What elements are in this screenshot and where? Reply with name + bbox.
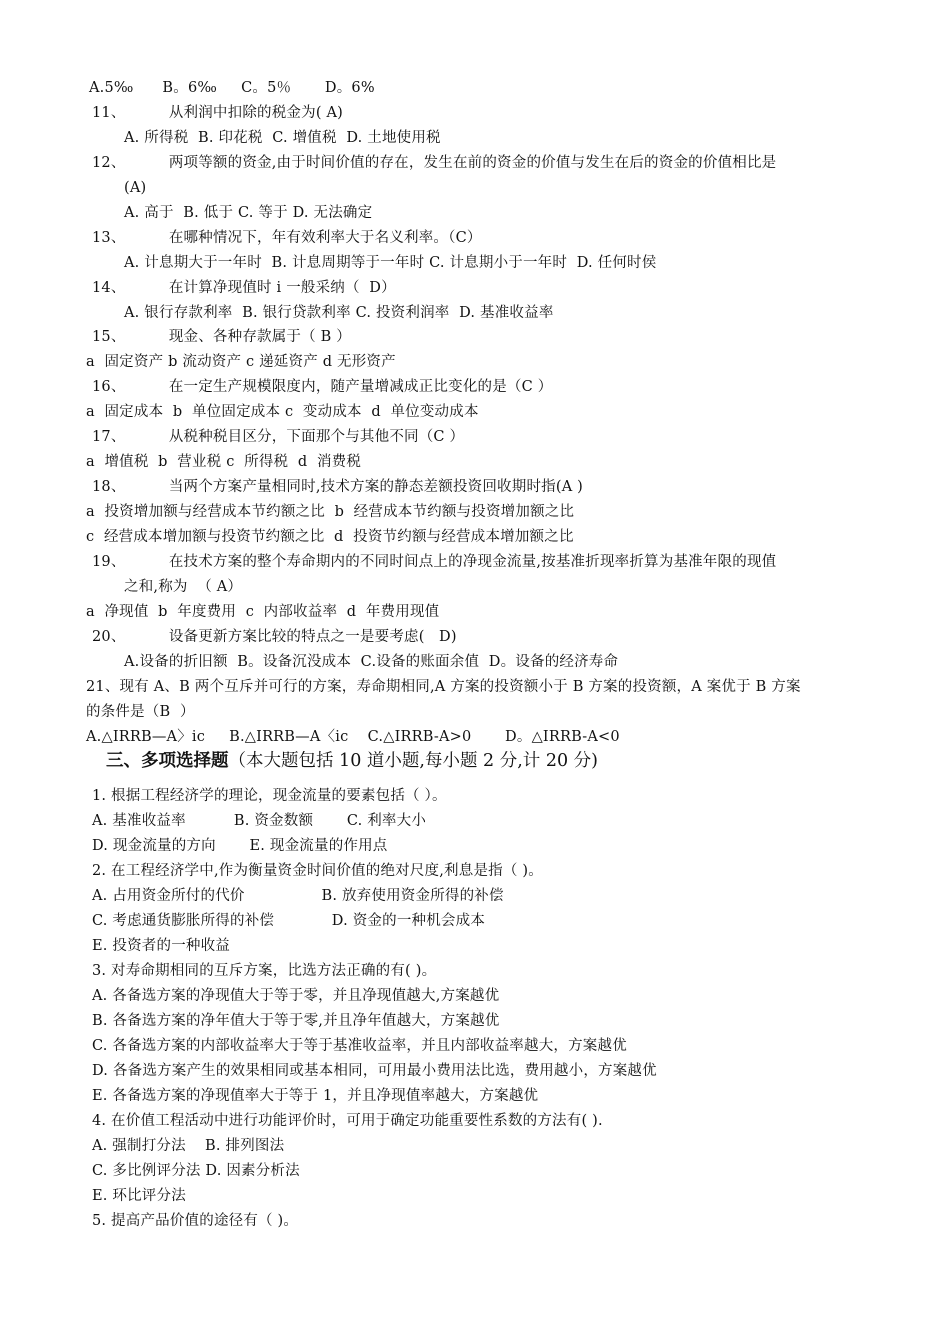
q14-options: A. 银行存款利率 B. 银行贷款利率 C. 投资利润率 D. 基准收益率	[124, 305, 554, 321]
section-note: （本大题包括 10 道小题,每小题 2 分,计 20 分)	[228, 751, 598, 771]
q11-stem: 11、 从利润中扣除的税金为( A)	[92, 105, 344, 121]
mq3-option-b: B. 各备选方案的净年值大于等于零,并且净年值越大，方案越优	[92, 1013, 500, 1029]
mq4-options-cd: C. 多比例评分法 D. 因素分析法	[92, 1163, 300, 1179]
q18-options-cd: c 经营成本增加额与投资节约额之比 d 投资节约额与经营成本增加额之比	[86, 529, 574, 545]
mq2-options-ab: A. 占用资金所付的代价 B. 放弃使用资金所得的补偿	[92, 888, 504, 904]
mq4-options-ab: A. 强制打分法 B. 排列图法	[92, 1138, 285, 1154]
mq5-stem: 5. 提高产品价值的途径有（ )。	[92, 1213, 299, 1229]
q18-options-ab: a 投资增加额与经营成本节约额之比 b 经营成本节约额与投资增加额之比	[86, 504, 575, 520]
q11-options: A. 所得税 B. 印花税 C. 增值税 D. 土地使用税	[124, 130, 441, 146]
mq1-stem: 1. 根据工程经济学的理论，现金流量的要素包括（ ）。	[92, 788, 447, 804]
mq1-options-abc: A. 基准收益率 B. 资金数额 C. 利率大小	[92, 813, 427, 829]
q21-options: A.△IRRB—A〉ic B.△IRRB—A〈ic C.△IRRB-A>0 D。△IRRB-A<0	[86, 729, 620, 745]
q19-stem: 19、 在技术方案的整个寿命期内的不同时间点上的净现金流量,按基准折现率折算为基准年限的现值	[92, 554, 777, 570]
q16-stem: 16、 在一定生产规模限度内，随产量增减成正比变化的是（C ）	[92, 379, 553, 395]
q17-stem: 17、 从税种税目区分，下面那个与其他不同（C ）	[92, 429, 465, 445]
q20-stem: 20、 设备更新方案比较的特点之一是要考虑( D)	[92, 629, 457, 645]
mq3-option-a: A. 各备选方案的净现值大于等于零，并且净现值越大,方案越优	[92, 988, 500, 1004]
q12-stem: 12、 两项等额的资金,由于时间价值的存在，发生在前的资金的价值与发生在后的资金的价值相比是	[92, 155, 777, 171]
q21-stem: 21、现有 A、B 两个互斥并可行的方案，寿命期相同,A 方案的投资额小于 B 方案的投资额，A 案优于 B 方案	[86, 679, 801, 695]
q14-stem: 14、 在计算净现值时 i 一般采纳（ D）	[92, 280, 396, 296]
mq4-option-e: E. 环比评分法	[92, 1188, 186, 1204]
q15-stem: 15、 现金、各种存款属于（ B ）	[92, 329, 352, 345]
q21-stem-cont: 的条件是（B ）	[86, 704, 195, 720]
q19-stem-cont: 之和,称为 （ A）	[124, 579, 243, 595]
q19-options: a 净现值 b 年度费用 c 内部收益率 d 年费用现值	[86, 604, 440, 620]
q13-options: A. 计息期大于一年时 B. 计息周期等于一年时 C. 计息期小于一年时 D. 任何时侯	[124, 255, 657, 271]
mq3-option-c: C. 各备选方案的内部收益率大于等于基准收益率，并且内部收益率越大，方案越优	[92, 1038, 627, 1054]
section-heading	[106, 750, 598, 772]
mq4-stem: 4. 在价值工程活动中进行功能评价时，可用于确定功能重要性系数的方法有( ).	[92, 1113, 603, 1129]
q18-stem: 18、 当两个方案产量相同时,技术方案的静态差额投资回收期时指(A )	[92, 479, 584, 495]
q10-options: A.5‰ B。6‰ C。5％ D。6%	[89, 80, 375, 96]
q16-options: a 固定成本 b 单位固定成本 c 变动成本 d 单位变动成本	[86, 404, 479, 420]
q13-stem: 13、 在哪种情况下，年有效利率大于名义利率。（C）	[92, 230, 482, 246]
mq2-options-cd: C. 考虑通货膨胀所得的补偿 D. 资金的一种机会成本	[92, 913, 486, 929]
q12-stem-cont: (A)	[124, 180, 147, 196]
q12-options: A. 高于 B. 低于 C. 等于 D. 无法确定	[124, 205, 373, 221]
mq2-option-e: E. 投资者的一种收益	[92, 938, 231, 954]
mq3-stem: 3. 对寿命期相同的互斥方案，比选方法正确的有( )。	[92, 963, 437, 979]
mq2-stem: 2. 在工程经济学中,作为衡量资金时间价值的绝对尺度,利息是指（ )。	[92, 863, 543, 879]
q15-options: a 固定资产 b 流动资产 c 递延资产 d 无形资产	[86, 354, 396, 370]
section-title: 三、多项选择题	[106, 751, 229, 771]
q17-options: a 增值税 b 营业税 c 所得税 d 消费税	[86, 454, 362, 470]
mq3-option-d: D. 各备选方案产生的效果相同或基本相同，可用最小费用法比选，费用越小，方案越优	[92, 1063, 657, 1079]
mq1-options-de: D. 现金流量的方向 E. 现金流量的作用点	[92, 838, 388, 854]
q20-options: A.设备的折旧额 B。设备沉没成本 C.设备的账面余值 D。设备的经济寿命	[124, 654, 619, 670]
mq3-option-e: E. 各备选方案的净现值率大于等于 1，并且净现值率越大，方案越优	[92, 1088, 539, 1104]
